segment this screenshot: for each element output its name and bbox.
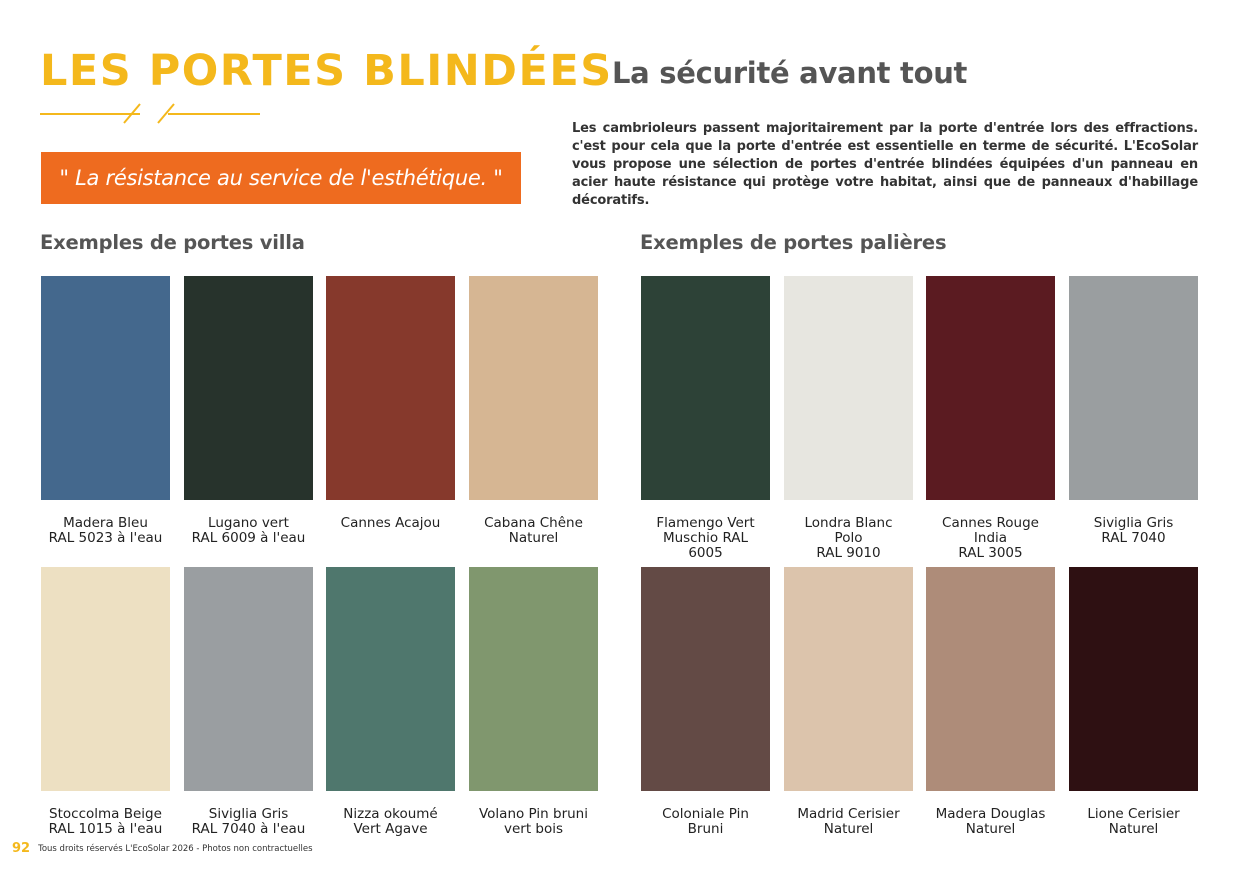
section-title-paliere: Exemples de portes palières [640,231,947,254]
color-swatch [926,567,1055,791]
swatch-card-paliere [641,276,770,561]
color-swatch [41,567,170,791]
swatch-card-paliere [1069,567,1198,837]
color-swatch [326,276,455,500]
color-swatch [641,276,770,500]
slogan-text: " La résistance au service de l'esthétique. " [59,166,503,190]
swatch-card-paliere [784,276,913,561]
slogan-banner [41,152,521,204]
swatch-label: Nizza okoumé Vert Agave [343,806,438,837]
color-swatch [469,276,598,500]
swatch-label: Volano Pin bruni vert bois [478,806,588,837]
color-swatch [469,567,598,791]
swatch-card-paliere [1069,276,1198,546]
section-title-villa: Exemples de portes villa [40,231,305,254]
swatch-card-villa [469,276,598,546]
swatch-card-villa [41,567,170,837]
color-swatch [41,276,170,500]
swatch-label: Madera Douglas Naturel [935,806,1046,837]
swatch-card-villa [326,567,455,837]
swatch-card-paliere [926,276,1055,561]
color-swatch [926,276,1055,500]
page-title: LES PORTES BLINDÉES [40,46,613,96]
title-underline-decoration [40,101,262,127]
swatch-label: Cabana Chêne Naturel [484,515,583,546]
swatch-label: Lione Cerisier Naturel [1087,806,1180,837]
color-swatch [1069,276,1198,500]
swatch-label: Siviglia Gris RAL 7040 à l'eau [191,806,306,837]
swatch-card-paliere [641,567,770,837]
swatch-card-villa [184,276,313,546]
intro-paragraph: Les cambrioleurs passent majoritairement par la porte d'entrée lors des effractions. c'est pour cela que la porte d'entrée est essentielle en terme de sécurité. L'EcoSolar vous propose une sélection de portes d'entrée blindées équipées d'un panneau en acier haute résistance qui protège votre habitat, ainsi que de panneaux d'habillage décoratifs. [572,121,1198,208]
swatch-card-villa [469,567,598,837]
swatch-label: Madrid Cerisier Naturel [797,806,900,837]
swatch-card-paliere [784,567,913,837]
swatch-label: Londra Blanc Polo RAL 9010 [804,515,893,561]
footer-copyright: Tous droits réservés L'EcoSolar 2026 - Photos non contractuelles [38,843,313,854]
swatch-card-villa [41,276,170,546]
swatch-label: Cannes Rouge India RAL 3005 [942,515,1039,561]
swatch-label: Lugano vert RAL 6009 à l'eau [191,515,306,546]
color-swatch [326,567,455,791]
swatch-label: Siviglia Gris RAL 7040 [1093,515,1174,546]
swatch-label: Flamengo Vert Muschio RAL 6005 [656,515,755,561]
swatch-card-paliere [926,567,1055,837]
page-number: 92 [12,841,31,856]
subtitle: La sécurité avant tout [612,56,968,90]
swatch-label: Stoccolma Beige RAL 1015 à l'eau [48,806,163,837]
swatch-card-villa [326,276,455,531]
swatch-label: Coloniale Pin Bruni [662,806,749,837]
color-swatch [641,567,770,791]
swatch-label: Madera Bleu RAL 5023 à l'eau [48,515,163,546]
color-swatch [784,276,913,500]
color-swatch [184,567,313,791]
swatch-label: Cannes Acajou [340,515,441,531]
color-swatch [784,567,913,791]
color-swatch [1069,567,1198,791]
footer [12,841,313,856]
color-swatch [184,276,313,500]
swatch-card-villa [184,567,313,837]
